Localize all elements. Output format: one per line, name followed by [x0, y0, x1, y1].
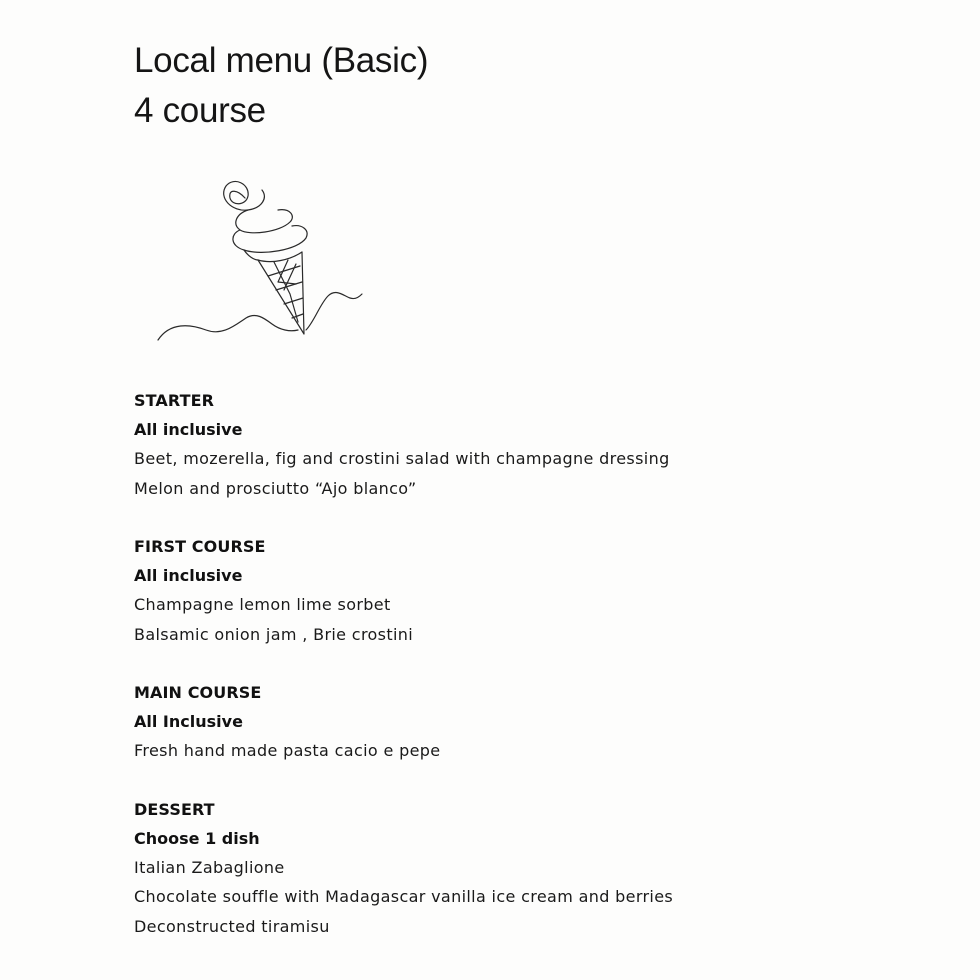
title-line-menu-name: Local menu (Basic)	[134, 41, 429, 80]
section-heading: FIRST COURSE	[134, 537, 266, 556]
title-line-course-count: 4 course	[134, 91, 266, 130]
menu-item: Champagne lemon lime sorbet	[134, 595, 391, 614]
section-dessert	[134, 795, 854, 942]
page-title	[134, 36, 428, 136]
section-main-course	[134, 678, 854, 766]
section-heading: STARTER	[134, 391, 215, 410]
section-subheading: All inclusive	[134, 420, 243, 439]
menu-sections	[134, 386, 854, 970]
section-first-course	[134, 532, 854, 649]
menu-item: Chocolate souffle with Madagascar vanilla ice cream and berries	[134, 887, 674, 906]
menu-item: Italian Zabaglione	[134, 857, 285, 877]
section-heading: MAIN COURSE	[134, 683, 262, 702]
section-subheading: Choose 1 dish	[134, 828, 260, 848]
section-starter	[134, 386, 854, 503]
section-subheading: All Inclusive	[134, 712, 243, 731]
menu-item: Fresh hand made pasta cacio e pepe	[134, 741, 441, 760]
menu-item: Melon and prosciutto “Ajo blanco”	[134, 478, 417, 498]
section-heading: DESSERT	[134, 799, 215, 819]
menu-item: Beet, mozerella, fig and crostini salad with champagne dressing	[134, 449, 670, 468]
ice-cream-cone-icon	[150, 172, 370, 347]
menu-item: Balsamic onion jam , Brie crostini	[134, 624, 414, 644]
section-subheading: All inclusive	[134, 566, 243, 585]
menu-item: Deconstructed tiramisu	[134, 916, 330, 936]
